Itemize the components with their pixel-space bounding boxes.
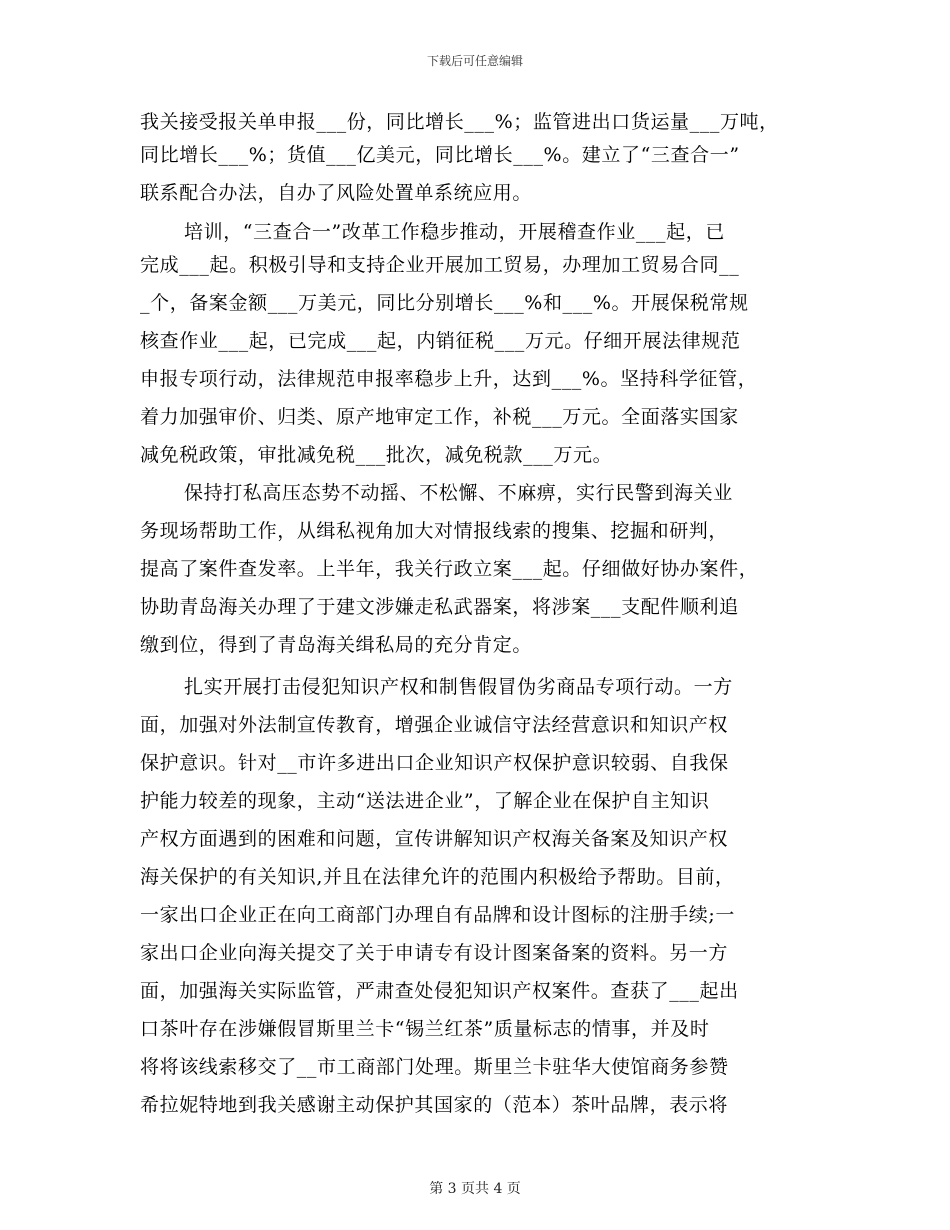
text-line: 同比增长___%；货值___亿美元，同比增长___%。建立了“三查合一” [140, 144, 740, 166]
text-line: 家出口企业向海关提交了关于申请专有设计图案备案的资料。另一方 [140, 942, 729, 964]
text-line: 缴到位，得到了青岛海关缉私局的充分肯定。 [140, 634, 533, 656]
text-line: 面，加强海关实际监管，严肃查处侵犯知识产权案件。查获了___起出 [140, 980, 739, 1002]
page-header: 下载后可任意编辑 [426, 54, 523, 68]
paragraph-start-line: 扎实开展打击侵犯知识产权和制售假冒伪劣商品专项行动。一方 [184, 676, 733, 698]
text-line: 申报专项行动，法律规范申报率稳步上升，达到___%。坚持科学征管， [140, 368, 758, 390]
text-line: 口茶叶存在涉嫌假冒斯里兰卡“锡兰红茶”质量标志的情事，并及时 [140, 1018, 710, 1040]
text-line: 提高了案件查发率。上半年，我关行政立案___起。仔细做好协办案件， [140, 558, 759, 580]
text-line: 完成___起。积极引导和支持企业开展加工贸易，办理加工贸易合同__ [140, 254, 740, 276]
text-line: 海关保护的有关知识,并且在法律允许的范围内积极给予帮助。目前， [140, 866, 735, 888]
text-line: 保护意识。针对__市许多进出口企业知识产权保护意识较弱、自我保 [140, 752, 729, 774]
text-line: 核查作业___起，已完成___起，内销征税___万元。仔细开展法律规范 [140, 330, 741, 352]
text-line: _个，备案金额___万美元，同比分别增长___%和___%。开展保税常规 [140, 292, 749, 314]
paragraph-start-line: 保持打私高压态势不动摇、不松懈、不麻痹，实行民警到海关业 [184, 482, 733, 504]
page-footer: 第 3 页共 4 页 [429, 1181, 521, 1197]
text-line: 面，加强对外法制宣传教育，增强企业诚信守法经营意识和知识产权 [140, 714, 729, 736]
text-line: 一家出口企业正在向工商部门办理自有品牌和设计图标的注册手续;一 [140, 904, 736, 926]
text-line: 务现场帮助工作，从缉私视角加大对情报线索的搜集、挖掘和研判， [140, 520, 729, 542]
text-line: 联系配合办法，自办了风险处置单系统应用。 [140, 182, 533, 204]
text-line: 减免税政策，审批减免税___批次，减免税款___万元。 [140, 444, 613, 466]
text-line: 护能力较差的现象，主动“送法进企业”，了解企业在保护自主知识 [140, 790, 710, 812]
paragraph-start-line: 培训，“三查合一”改革工作稳步推动，开展稽查作业___起，已 [184, 221, 725, 243]
text-line: 希拉妮特地到我关感谢主动保护其国家的（范本）茶叶品牌，表示将 [140, 1094, 729, 1116]
text-line: 将将该线索移交了__市工商部门处理。斯里兰卡驻华大使馆商务参赞 [140, 1056, 729, 1078]
text-line: 着力加强审价、归类、原产地审定工作，补税___万元。全面落实国家 [140, 406, 739, 428]
text-line: 协助青岛海关办理了于建文涉嫌走私武器案，将涉案___支配件顺利追 [140, 596, 739, 618]
text-line: 我关接受报关单申报___份，同比增长___%；监管进出口货运量___万吨， [140, 111, 779, 133]
text-line: 产权方面遇到的困难和问题，宣传讲解知识产权海关备案及知识产权 [140, 828, 729, 850]
